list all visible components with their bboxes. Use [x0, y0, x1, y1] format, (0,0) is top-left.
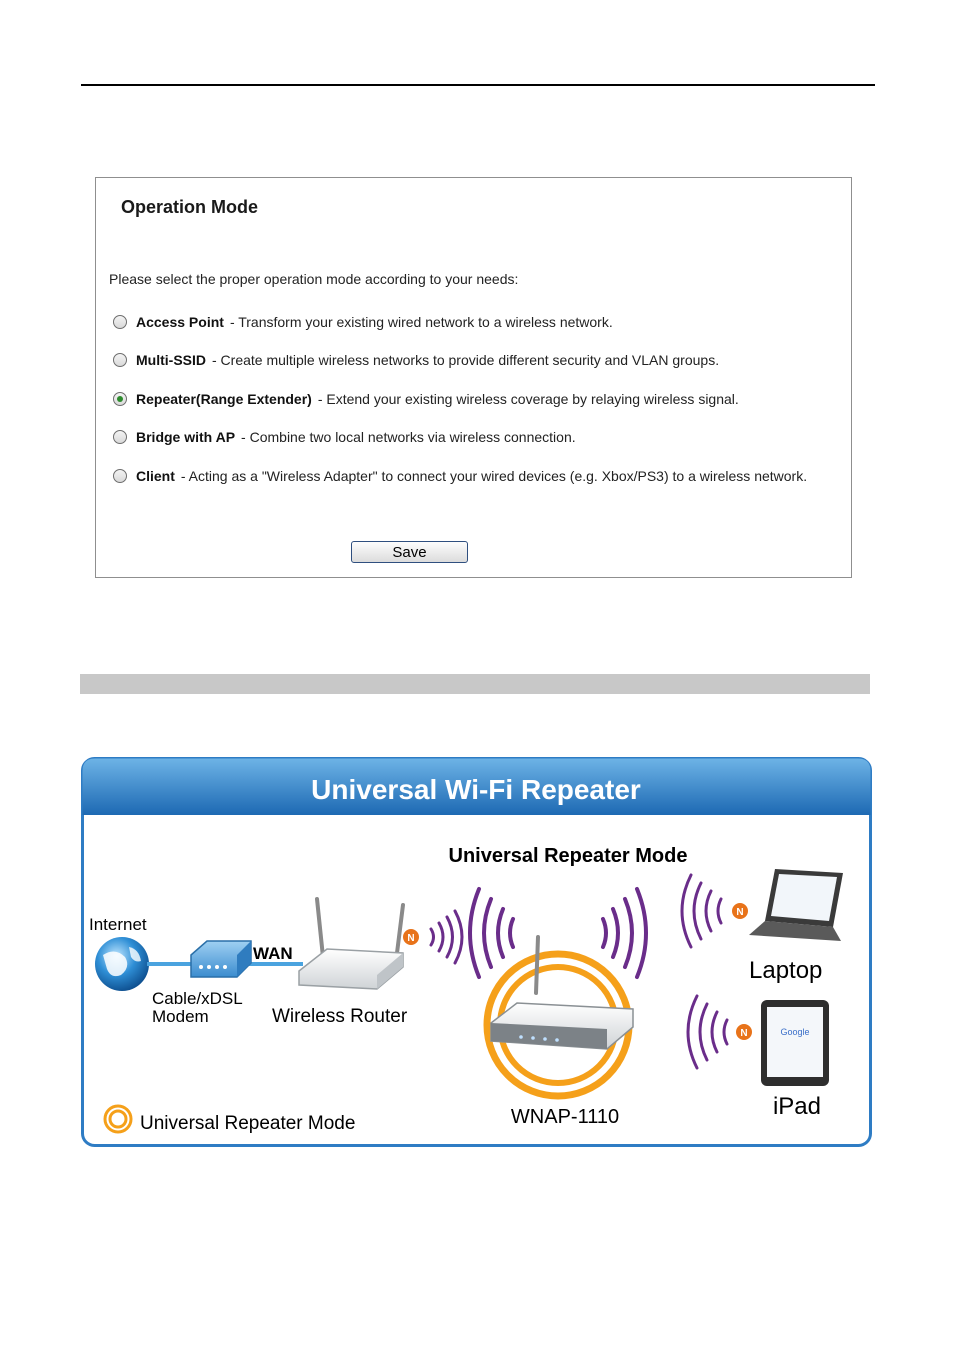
- mode-option-repeater[interactable]: [113, 389, 739, 409]
- mode-name: Client: [136, 468, 175, 484]
- modem-label-line1: Cable/xDSL: [152, 989, 243, 1008]
- mode-option-multi-ssid[interactable]: [113, 350, 719, 370]
- mode-name: Multi-SSID: [136, 352, 206, 368]
- mode-name: Repeater(Range Extender): [136, 391, 312, 407]
- modem-label-line2: Modem: [152, 1007, 209, 1026]
- mode-option-bridge-with-ap[interactable]: [113, 427, 576, 447]
- section-heading-bar: [80, 674, 870, 694]
- universal-repeater-diagram: [81, 757, 872, 1147]
- internet-globe-icon: [95, 937, 149, 991]
- internet-label: Internet: [89, 915, 147, 934]
- mode-option-client[interactable]: [113, 466, 807, 486]
- ipad-icon: [761, 1000, 829, 1086]
- page-header-rule: [81, 84, 875, 86]
- panel-intro-text: Please select the proper operation mode according to your needs:: [109, 271, 519, 287]
- device-label: WNAP-1110: [510, 1106, 620, 1128]
- banner-title: Universal Wi-Fi Repeater: [311, 774, 641, 805]
- mode-description: - Create multiple wireless networks to provide different security and VLAN groups.: [212, 352, 720, 368]
- svg-text:Google: Google: [780, 1027, 810, 1037]
- mode-description: - Transform your existing wired network to a wireless network.: [229, 314, 613, 330]
- mode-description: - Extend your existing wireless coverage by relaying wireless signal.: [317, 391, 739, 407]
- ipad-label: iPad: [772, 1093, 822, 1120]
- modem-icon: [191, 941, 251, 977]
- svg-text:N: N: [407, 933, 415, 944]
- svg-text:N: N: [740, 1028, 748, 1039]
- access-point-radio[interactable]: [113, 315, 127, 329]
- mode-name: Bridge with AP: [136, 429, 236, 445]
- multi-ssid-radio[interactable]: [113, 353, 127, 367]
- laptop-label: Laptop: [749, 957, 823, 984]
- mode-description: - Acting as a "Wireless Adapter" to connect your wired devices (e.g. Xbox/PS3) to a wireless network.: [180, 468, 808, 484]
- bridge-with-ap-radio[interactable]: [113, 430, 127, 444]
- save-button[interactable]: Save: [351, 541, 468, 563]
- wan-label: WAN: [253, 944, 293, 963]
- mode-name: Access Point: [136, 314, 224, 330]
- legend-label: Universal Repeater Mode: [140, 1113, 356, 1134]
- mode-option-access-point[interactable]: [113, 312, 613, 332]
- router-label: Wireless Router: [272, 1006, 408, 1027]
- router-wireless-n-badge-icon: [403, 929, 419, 945]
- laptop-wireless-n-badge-icon: [732, 903, 748, 919]
- client-radio[interactable]: [113, 469, 127, 483]
- panel-title: Operation Mode: [121, 197, 259, 217]
- ipad-wireless-n-badge-icon: [736, 1024, 752, 1040]
- svg-text:N: N: [736, 907, 744, 918]
- operation-mode-panel: [95, 177, 852, 578]
- mode-description: - Combine two local networks via wireless connection.: [241, 429, 576, 445]
- mode-heading: Universal Repeater Mode: [448, 845, 688, 867]
- repeater-radio[interactable]: [113, 392, 127, 406]
